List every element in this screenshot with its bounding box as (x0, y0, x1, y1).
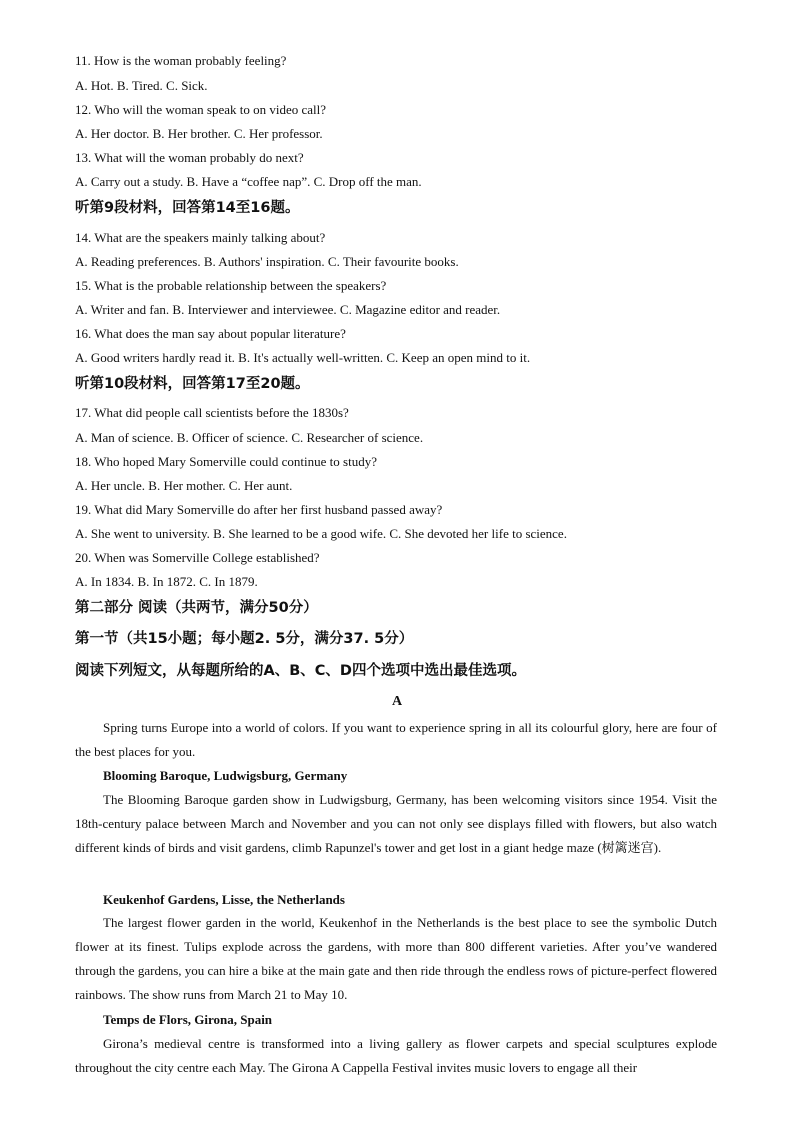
question-13: 13. What will the woman probably do next? (75, 150, 304, 165)
question-16-options: A. Good writers hardly read it. B. It's actually well-written. C. Keep an open mind to it. (75, 350, 531, 365)
passage-label: A (391, 694, 403, 709)
question-20: 20. When was Somerville College established? (75, 550, 320, 565)
question-18-options: A. Her uncle. B. Her mother. C. Her aunt. (75, 478, 293, 493)
question-12: 12. Who will the woman speak to on video call? (75, 102, 327, 117)
question-19: 19. What did Mary Somerville do after her first husband passed away? (75, 502, 443, 517)
question-18: 18. Who hoped Mary Somerville could continue to study? (75, 454, 377, 469)
question-17: 17. What did people call scientists before the 1830s? (75, 405, 349, 420)
question-20-options: A. In 1834. B. In 1872. C. In 1879. (75, 574, 258, 589)
question-17-options: A. Man of science. B. Officer of science. C. Researcher of science. (75, 430, 424, 445)
question-12-options: A. Her doctor. B. Her brother. C. Her professor. (75, 126, 323, 141)
place-1-title: Blooming Baroque, Ludwigsburg, Germany (103, 768, 348, 783)
place-3-text: Girona’s medieval centre is transformed into a living gallery as flower carpets and special sculptures explode throughout the city centre each May. The Girona A Cappella Festival invites music lovers to engage all their (75, 1036, 717, 1075)
section-10-heading: 听第10段材料，回答第17至20题。 (75, 376, 310, 392)
passage-intro: Spring turns Europe into a world of colors. If you want to experience spring in all its colourful glory, here are four of the best places for you. (75, 720, 717, 759)
place-2-text: The largest flower garden in the world, Keukenhof in the Netherlands is the best place to see the symbolic Dutch flower at its finest. Tulips explode across the gardens, with more than 800 different varieties. After you’ve wandered through the gardens, you can hire a bike at the main gate and then ride through the endless rows of picture-perfect flowered rainbows. The show runs from March 21 to May 10. (75, 915, 717, 1002)
question-11-options: A. Hot. B. Tired. C. Sick. (75, 78, 208, 93)
question-16: 16. What does the man say about popular literature? (75, 326, 346, 341)
question-14: 14. What are the speakers mainly talking about? (75, 230, 326, 245)
question-19-options: A. She went to university. B. She learned to be a good wife. C. She devoted her life to science. (75, 526, 567, 541)
question-14-options: A. Reading preferences. B. Authors' inspiration. C. Their favourite books. (75, 254, 459, 269)
reading-instruction: 阅读下列短文，从每题所给的A、B、C、D四个选项中选出最佳选项。 (75, 663, 526, 679)
place-3-title: Temps de Flors, Girona, Spain (103, 1012, 273, 1027)
place-1-text: The Blooming Baroque garden show in Ludwigsburg, Germany, has been welcoming visitors since 1954. Visit the 18th-century palace between March and November and you can not only see displays filled with flowers, but also watch different kinds of birds and visit gardens, climb Rapunzel's tower and get lost in a giant hedge maze (树篱迷宫). (75, 792, 717, 855)
section-1-heading: 第一节（共15小题；每小题2. 5分，满分37. 5分） (75, 631, 414, 647)
question-15-options: A. Writer and fan. B. Interviewer and interviewee. C. Magazine editor and reader. (75, 302, 501, 317)
question-13-options: A. Carry out a study. B. Have a “coffee nap”. C. Drop off the man. (75, 174, 422, 189)
section-9-heading: 听第9段材料，回答第14至16题。 (75, 200, 300, 216)
question-15: 15. What is the probable relationship between the speakers? (75, 278, 387, 293)
part-2-heading: 第二部分 阅读（共两节，满分50分） (75, 600, 318, 616)
place-2-title: Keukenhof Gardens, Lisse, the Netherlands (103, 892, 345, 907)
question-11: 11. How is the woman probably feeling? (75, 53, 287, 68)
